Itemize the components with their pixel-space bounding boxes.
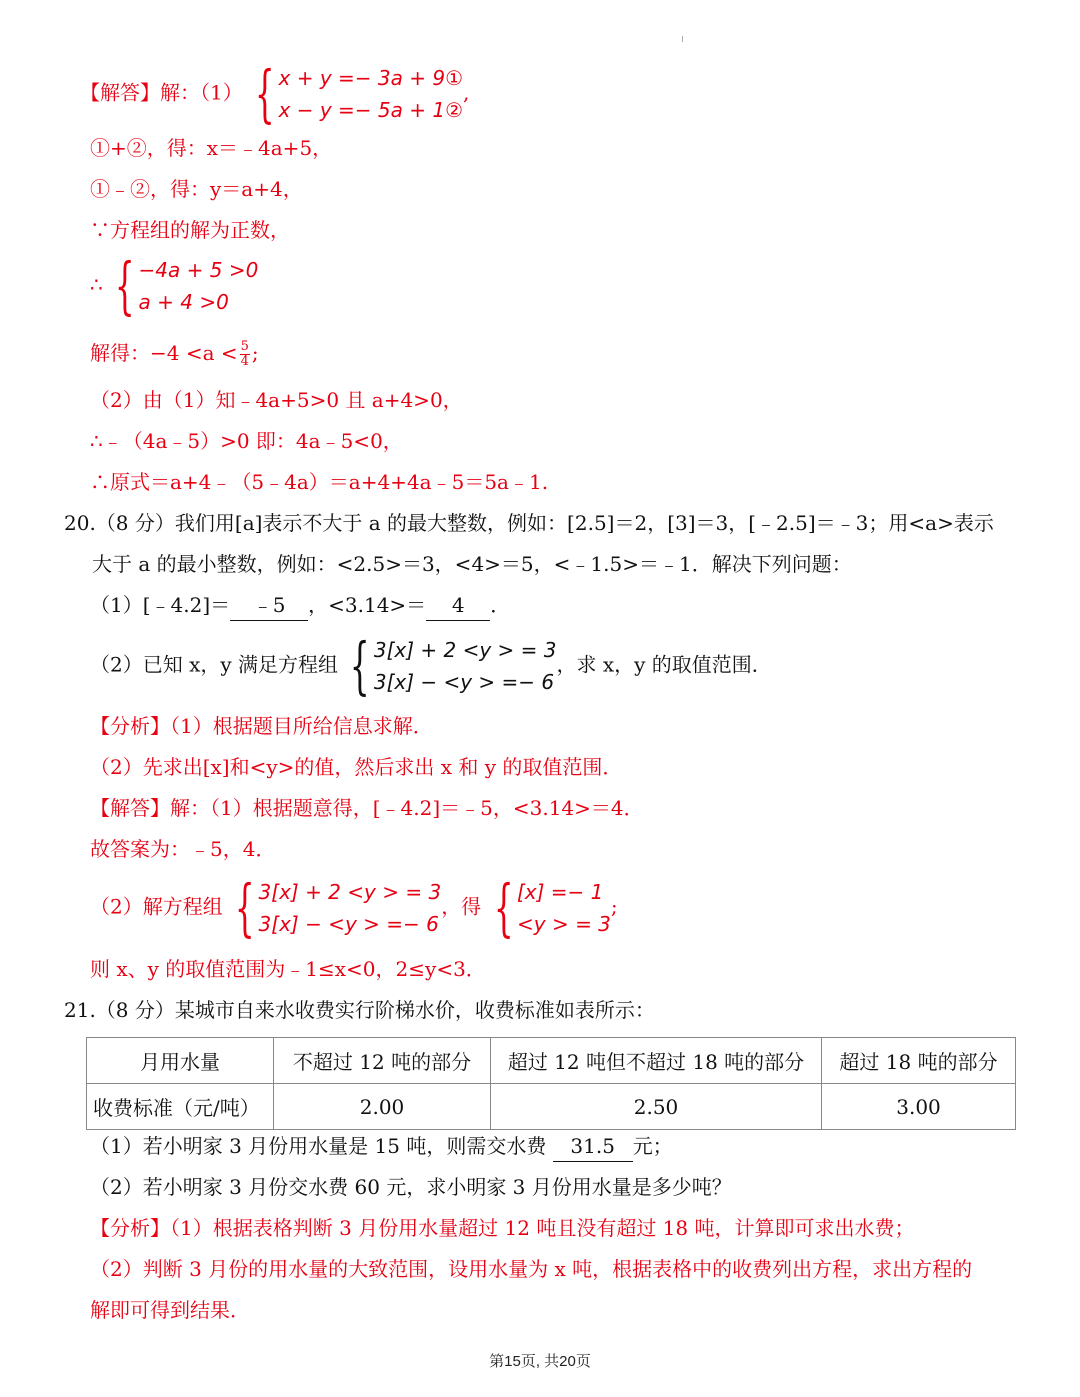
q21-part1 [90, 1131, 673, 1162]
system-line-2: x − y =− 5a + 1② [278, 98, 464, 122]
inequality-2: a + 4 >0 [138, 290, 229, 314]
q21-part1-suffix: 元； [632, 1134, 673, 1158]
fraction-numerator: 5 [240, 339, 249, 354]
q20-stem-line2: 大于 a 的最小整数，例如：<2.5>＝3，<4>＝5，<﹣1.5>＝﹣1．解决下列问题： [92, 552, 852, 576]
answer-blank-1: ﹣5 [230, 590, 308, 621]
q19-step3: ∵方程组的解为正数， [90, 218, 290, 242]
q20-system-line-1: 3[x] + 2 <y > = 3 [373, 638, 557, 662]
table-row [87, 1084, 1016, 1130]
q20-analysis-line2: （2）先求出[x]和<y>的值，然后求出 x 和 y 的取值范围． [90, 755, 623, 779]
q19-step2: ①﹣②，得：y＝a+4， [90, 177, 303, 201]
table-header-cell: 不超过 12 吨的部分 [274, 1038, 491, 1084]
solution-system-line-1: 3[x] + 2 <y > = 3 [258, 880, 442, 904]
page-mark [682, 36, 683, 42]
table-cell: 收费标准（元/吨） [87, 1084, 274, 1130]
q19-part2-line1: （2）由（1）知﹣4a+5>0 且 a+4>0， [90, 388, 463, 412]
table-header-cell: 超过 18 吨的部分 [822, 1038, 1016, 1084]
fraction-denominator: 4 [240, 354, 249, 369]
analysis-tag: 【分析】 [90, 1216, 170, 1240]
q20-solution-line1 [90, 793, 644, 823]
q21-analysis-line2: （2）判断 3 月份的用水量的大致范围，设用水量为 x 吨，根据表格中的收费列出方程，求出方程的 [90, 1257, 973, 1281]
q21-stem: 21.（8 分）某城市自来水收费实行阶梯水价，收费标准如表所示： [64, 998, 655, 1022]
solution3-mid: ，得 [441, 894, 482, 919]
answer-blank-3: 31.5 [553, 1131, 633, 1162]
table-header-cell: 超过 12 吨但不超过 18 吨的部分 [491, 1038, 822, 1084]
q20-part1 [90, 590, 510, 621]
solution-tag: 【解答】 [80, 80, 160, 105]
table-cell: 2.50 [491, 1084, 822, 1130]
pricing-table [86, 1037, 1016, 1130]
table-header-row [87, 1038, 1016, 1084]
solution-system-line-2: 3[x] − <y > =− 6 [258, 912, 439, 936]
solution3-suffix: ; [610, 894, 618, 919]
q20-stem-line1: 20.（8 分）我们用[a]表示不大于 a 的最大整数，例如：[2.5]＝2，[3]＝3，[﹣2.5]＝﹣3；用<a>表示 [64, 511, 994, 535]
therefore-symbol: ∴ [90, 272, 103, 297]
analysis-text: （1）根据题目所给信息求解． [170, 714, 433, 738]
fraction [240, 340, 250, 369]
q19-part2-line3: ∴原式＝a+4﹣（5﹣4a）＝a+4+4a﹣5＝5a﹣1. [90, 470, 549, 494]
solution-text: 解：（1）根据题意得，[﹣4.2]＝﹣5，<3.14>＝4． [170, 796, 644, 820]
inequality-1: −4a + 5 >0 [138, 258, 259, 282]
q20-part1-prefix: （1）[﹣4.2]＝ [90, 593, 231, 617]
q21-part1-prefix: （1）若小明家 3 月份用水量是 15 吨，则需交水费 [90, 1134, 547, 1158]
q20-system-line-2: 3[x] − <y > =− 6 [373, 670, 555, 694]
analysis-tag: 【分析】 [90, 714, 170, 738]
q20-solution-line2: 故答案为：﹣5，4． [90, 837, 276, 861]
result-line-1: [x] =− 1 [517, 880, 604, 904]
q19-solution-header [80, 57, 470, 130]
solution3-prefix: （2）解方程组 [90, 894, 223, 919]
q20-solution-line3: （2）解方程组 { 3[x] + 2 <y > = 3 3[x] − <y > =− 6 ，得 { [x] =− 1 <y > = 3 ; [90, 871, 618, 944]
q20-part1-suffix: ． [490, 593, 511, 617]
q21-analysis-line1 [90, 1213, 915, 1243]
q21-analysis-line3: 解即可得到结果． [90, 1298, 250, 1322]
q20-part1-middle: ，<3.14>＝ [308, 593, 427, 617]
q19-solve-result [90, 338, 259, 369]
solve-prefix: 解得：−4 <a < [90, 341, 238, 365]
table-cell: 3.00 [822, 1084, 1016, 1130]
solve-suffix: ; [251, 341, 259, 365]
solution-tag: 【解答】 [90, 796, 170, 820]
table-cell: 2.00 [274, 1084, 491, 1130]
analysis-text: （1）根据表格判断 3 月份用水量超过 12 吨且没有超过 18 吨，计算即可求出水费； [170, 1216, 915, 1240]
equation-system: { x + y =− 3a + 9① x − y =− 5a + 1② [254, 57, 464, 130]
solution-intro: 解：（1） [160, 80, 243, 105]
system-line-1: x + y =− 3a + 9① [278, 66, 464, 90]
q21-part2: （2）若小明家 3 月份交水费 60 元，求小明家 3 月份用水量是多少吨？ [90, 1175, 732, 1199]
q20-part2-prefix: （2）已知 x，y 满足方程组 [90, 652, 339, 677]
q20-solution-line4: 则 x、y 的取值范围为﹣1≤x<0，2≤y<3． [90, 957, 486, 981]
q19-part2-line2: ∴﹣（4a﹣5）>0 即：4a﹣5<0， [90, 429, 403, 453]
answer-blank-2: 4 [426, 590, 490, 621]
page-footer: 第15页, 共20页 [489, 1353, 591, 1370]
q20-analysis-line1 [90, 711, 433, 741]
q20-part2-suffix: ，求 x，y 的取值范围． [556, 652, 772, 677]
q19-inequality-system: ∴ { −4a + 5 >0 a + 4 >0 [90, 249, 259, 322]
table-header-cell: 月用水量 [87, 1038, 274, 1084]
q20-part2: （2）已知 x，y 满足方程组 { 3[x] + 2 <y > = 3 3[x] − <y > =− 6 ，求 x，y 的取值范围． [90, 629, 772, 702]
q19-step1: ①+②，得：x＝﹣4a+5， [90, 136, 333, 160]
system-end: , [463, 80, 470, 105]
result-line-2: <y > = 3 [517, 912, 611, 936]
